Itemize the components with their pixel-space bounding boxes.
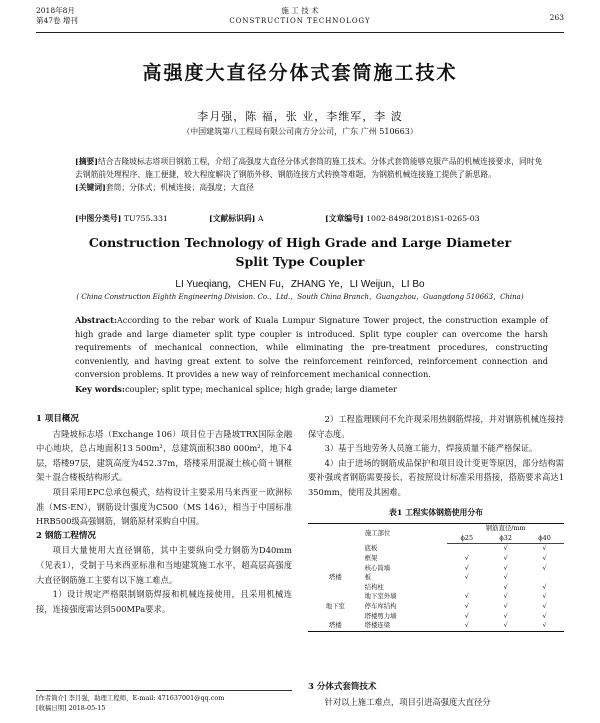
table-row: [308, 592, 564, 602]
table-cell-mark: √: [486, 621, 525, 631]
table-header-diameter: 钢筋直径/mm: [447, 524, 564, 534]
abstract-en-label: Abstract:: [75, 315, 117, 325]
table-cell-mark: √: [503, 553, 508, 562]
table-cell-group: 塔楼: [328, 573, 342, 582]
header-journal: [36, 6, 564, 26]
table-cell-mark: √: [464, 553, 469, 562]
affiliation-cn: （中国建筑第八工程局有限公司南方分公司，广东 广州 510663）: [182, 127, 418, 136]
table-cell-mark: √: [464, 611, 469, 620]
table-cell-mark: √: [447, 621, 486, 631]
abstract-en-text: According to the rebar work of Kuala Lumpur Signature Tower project, the construction example of high grade and large diameter split type coupler is introduced. Split type coupler can overcome the harsh requirements of mechanical connection, while eliminating the pre-treatment procedures, constructing conveniently, and having great extent to solve the reinforcement reinforced, reinforcement connection and conversion problems. It provides a new way of reinforcement mechanical connection.: [75, 315, 548, 380]
table-row: [308, 554, 564, 564]
header-journal-en: CONSTRUCTION TECHNOLOGY: [229, 17, 371, 25]
section-3: [308, 680, 564, 709]
table-cell-part: 板: [364, 573, 371, 582]
section-2-paragraph-3: 2）工程监理顾问不允许现采用热钢筋焊接，并对钢筋机械连接持保守态度。: [308, 414, 564, 439]
table-cell-mark: [447, 544, 486, 554]
keywords-cn-label: [关键词]: [75, 183, 106, 192]
table-cell-mark: √: [503, 573, 508, 582]
table-cell-mark: [525, 573, 564, 583]
abstract-cn-label: [摘要]: [75, 157, 98, 166]
table-cell-group: [308, 592, 363, 602]
section-1-paragraph-1: 吉隆坡标志塔（Exchange 106）项目位于吉隆坡TRX国际金融中心地块，总占地面积13 500m²，总建筑面积380 000m²，地下4层，塔楼97层，建筑高度为452.37m，塔楼采用混凝土核心筒＋钢框架＋混合楼板结构形式。: [36, 428, 292, 483]
footnote: [36, 690, 292, 713]
article-no: [文章编号] 1002-8498(2018)S1-0265-03: [325, 214, 480, 223]
column-right: [308, 412, 564, 632]
table-1: [308, 523, 564, 632]
table-cell-group: [308, 544, 363, 554]
running-header: [36, 6, 564, 33]
table-row: [308, 602, 564, 612]
title-en-line1: Construction Technology of High Grade and Large Diameter: [88, 235, 512, 250]
table-cell-mark: √: [503, 582, 508, 591]
footnote-received: [收稿日期] 2018-05-15: [36, 704, 106, 712]
table-cell-mark: √: [542, 553, 547, 562]
table-1-body: [308, 544, 564, 631]
section-1-heading: 1 项目概况: [36, 414, 79, 424]
table-cell-part: 停车库结构: [364, 601, 397, 610]
table-header-d25: ϕ25: [447, 534, 486, 544]
table-cell-mark: √: [503, 592, 508, 601]
table-cell-mark: √: [503, 563, 508, 572]
keywords-en-label: Key words:: [75, 383, 125, 394]
table-cell-part: 底板: [364, 544, 378, 553]
table-row: [308, 573, 564, 583]
table-row: [308, 544, 564, 554]
table-cell-mark: √: [503, 544, 508, 553]
table-cell-group: [308, 612, 363, 622]
table-cell-part: 框架: [364, 553, 378, 562]
table-cell-part: 塔楼连梁: [363, 621, 448, 631]
footnote-author: [作者简介] 李月强，助理工程师，E-mail: 471637001@qq.com: [36, 694, 225, 702]
table-cell-mark: √: [464, 573, 469, 582]
section-2-heading: 2 钢筋工程情况: [36, 530, 96, 541]
header-date: 2018年8月: [36, 6, 75, 15]
section-2-paragraph-1: 项目大量使用大直径钢筋，其中主要纵向受力钢筋为D40mm（见表1），受制于马来西亚标准和当地建筑施工水平，超高层高强度大直径钢筋施工主要有以下施工难点。: [36, 545, 292, 585]
section-2-paragraph-2: 1）设计规定严格限制钢筋焊接和机械连接使用，且采用机械连接，连接强度需达到500MPa要求。: [36, 589, 292, 614]
table-row: [308, 621, 564, 631]
abstract-cn-text: 结合吉隆坡标志塔项目钢筋工程，介绍了高强度大直径分体式套筒的施工技术。分体式套筒能够克服产品的机械连接要求，同时免去钢筋前处理程序、施工便捷，较大程度解决了钢筋外移、钢筋连接方式转换等难题，为钢筋机械连接施工提供了新思路。: [75, 157, 543, 179]
table-cell-mark: √: [464, 563, 469, 572]
authors-en: LI Yueqiang，CHEN Fu，ZHANG Ye，LI Weijun，LI Bo: [175, 279, 425, 290]
table-cell-mark: √: [542, 601, 547, 610]
table-header-part: 施工部位: [308, 524, 447, 544]
table-cell-group: 地下室: [325, 601, 345, 610]
table-cell-group: [308, 554, 363, 564]
table-cell-mark: √: [542, 611, 547, 620]
table-cell-group: [308, 564, 363, 574]
table-cell-mark: [447, 583, 486, 593]
title-en: [0, 233, 600, 271]
section-2-paragraph-5: 4）由于进场的钢筋成品保护和项目设计变更等原因，部分结构需要补强或者钢筋需要接长，若按照设计标准采用搭接，搭筋要求高达1 350mm，使用及其困难。: [308, 457, 564, 497]
section-1-paragraph-2: 项目采用EPC总承包模式，结构设计主要采用马来西亚－欧洲标准（MS-EN），钢筋设计强度为C500（MS 146），相当于中国标准HRB500级高强钢筋，钢筋原材采购自中国。: [36, 486, 292, 527]
keywords-cn-text: 套筒；分体式；机械连接；高强度；大直径: [105, 183, 254, 192]
table-header-d40: ϕ40: [525, 534, 564, 544]
table-cell-mark: √: [542, 592, 547, 601]
abstract-en: [75, 314, 548, 398]
table-cell-mark: √: [464, 601, 469, 610]
class-no: [中图分类号] TU755.331: [75, 214, 168, 223]
table-row: [308, 564, 564, 574]
table-cell-mark: √: [542, 544, 547, 553]
title-en-line2: Split Type Coupler: [235, 254, 365, 269]
header-page-number: 263: [549, 13, 564, 22]
table-cell-group: [308, 583, 363, 593]
table-cell-mark: √: [542, 563, 547, 572]
affiliation-en: ( China Construction Eighth Engineering Division. Co.，Ltd.，South China Branch，Guangzhou，Guangdong 510663，China): [76, 293, 524, 301]
table-cell-mark: √: [503, 601, 508, 610]
table-cell-part: 地下室外墙: [364, 592, 397, 601]
table-row: [308, 612, 564, 622]
title-cn: 高强度大直径分体式套筒施工技术: [142, 62, 458, 84]
section-3-paragraph-1: 针对以上施工难点，项目引进高强度大直径分: [324, 696, 491, 707]
table-cell-part: 结构柱: [364, 582, 384, 591]
table-row: [308, 583, 564, 593]
abstract-cn: [75, 155, 548, 194]
table-cell-part: 核心筒墙: [364, 563, 391, 572]
table-cell-part: 塔楼剪力墙: [364, 611, 397, 620]
table-cell-mark: √: [525, 621, 564, 631]
table-1-title: 表1 工程实体钢筋使用分布: [389, 507, 483, 517]
section-2-paragraph-4: 3）基于当地劳务人员施工能力，焊接质量不能严格保证。: [324, 443, 538, 454]
table-cell-mark: √: [464, 592, 469, 601]
table-cell-group: 塔楼: [308, 621, 363, 631]
authors-cn: 李月强，陈 福，张 业，李维军，李 波: [197, 110, 403, 123]
header-journal-cn: 施 工 技 术: [281, 6, 319, 15]
keywords-en-text: coupler; split type; mechanical splice; high grade; large diameter: [124, 383, 398, 394]
doc-code: [文献标识码] A: [209, 214, 264, 223]
column-left: [36, 412, 292, 616]
table-cell-mark: √: [503, 611, 508, 620]
table-header-d32: ϕ32: [486, 534, 525, 544]
table-cell-mark: √: [542, 582, 547, 591]
section-3-heading: 3 分体式套筒技术: [308, 682, 377, 692]
header-volume: 第47卷 增刊: [36, 16, 78, 25]
